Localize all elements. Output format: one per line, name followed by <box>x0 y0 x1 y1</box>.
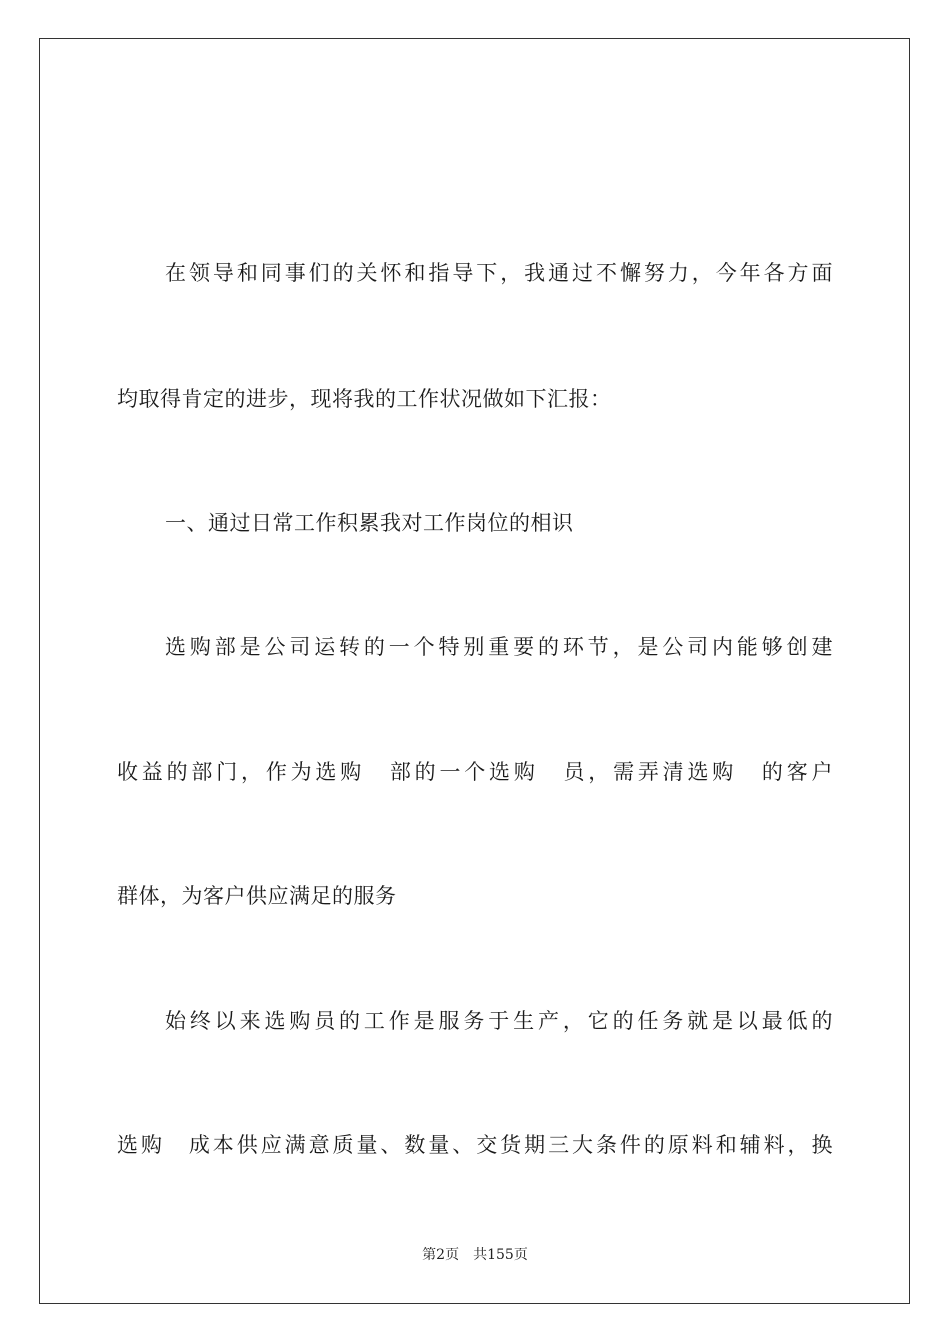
paragraph-line: 均取得肯定的进步，现将我的工作状况做如下汇报： <box>117 387 612 411</box>
paragraph-line: 收益的部门，作为选购 部的一个选购 员，需弄清选购 的客户 <box>117 760 833 784</box>
paragraph-line: 选购部是公司运转的一个特别重要的环节，是公司内能够创建 <box>165 635 833 659</box>
page-border <box>39 38 910 1304</box>
paragraph-line: 群体，为客户供应满足的服务 <box>117 884 397 908</box>
total-pages: 共155页 <box>473 1247 528 1263</box>
paragraph-line: 在领导和同事们的关怀和指导下，我通过不懈努力，今年各方面 <box>165 261 833 285</box>
paragraph-line: 选购 成本供应满意质量、数量、交货期三大条件的原料和辅料，换 <box>117 1133 833 1157</box>
paragraph-line: 始终以来选购员的工作是服务于生产，它的任务就是以最低的 <box>165 1009 833 1033</box>
page-footer <box>0 1246 950 1264</box>
page-number: 第2页 <box>422 1247 460 1263</box>
section-heading: 一、通过日常工作积累我对工作岗位的相识 <box>165 511 574 535</box>
